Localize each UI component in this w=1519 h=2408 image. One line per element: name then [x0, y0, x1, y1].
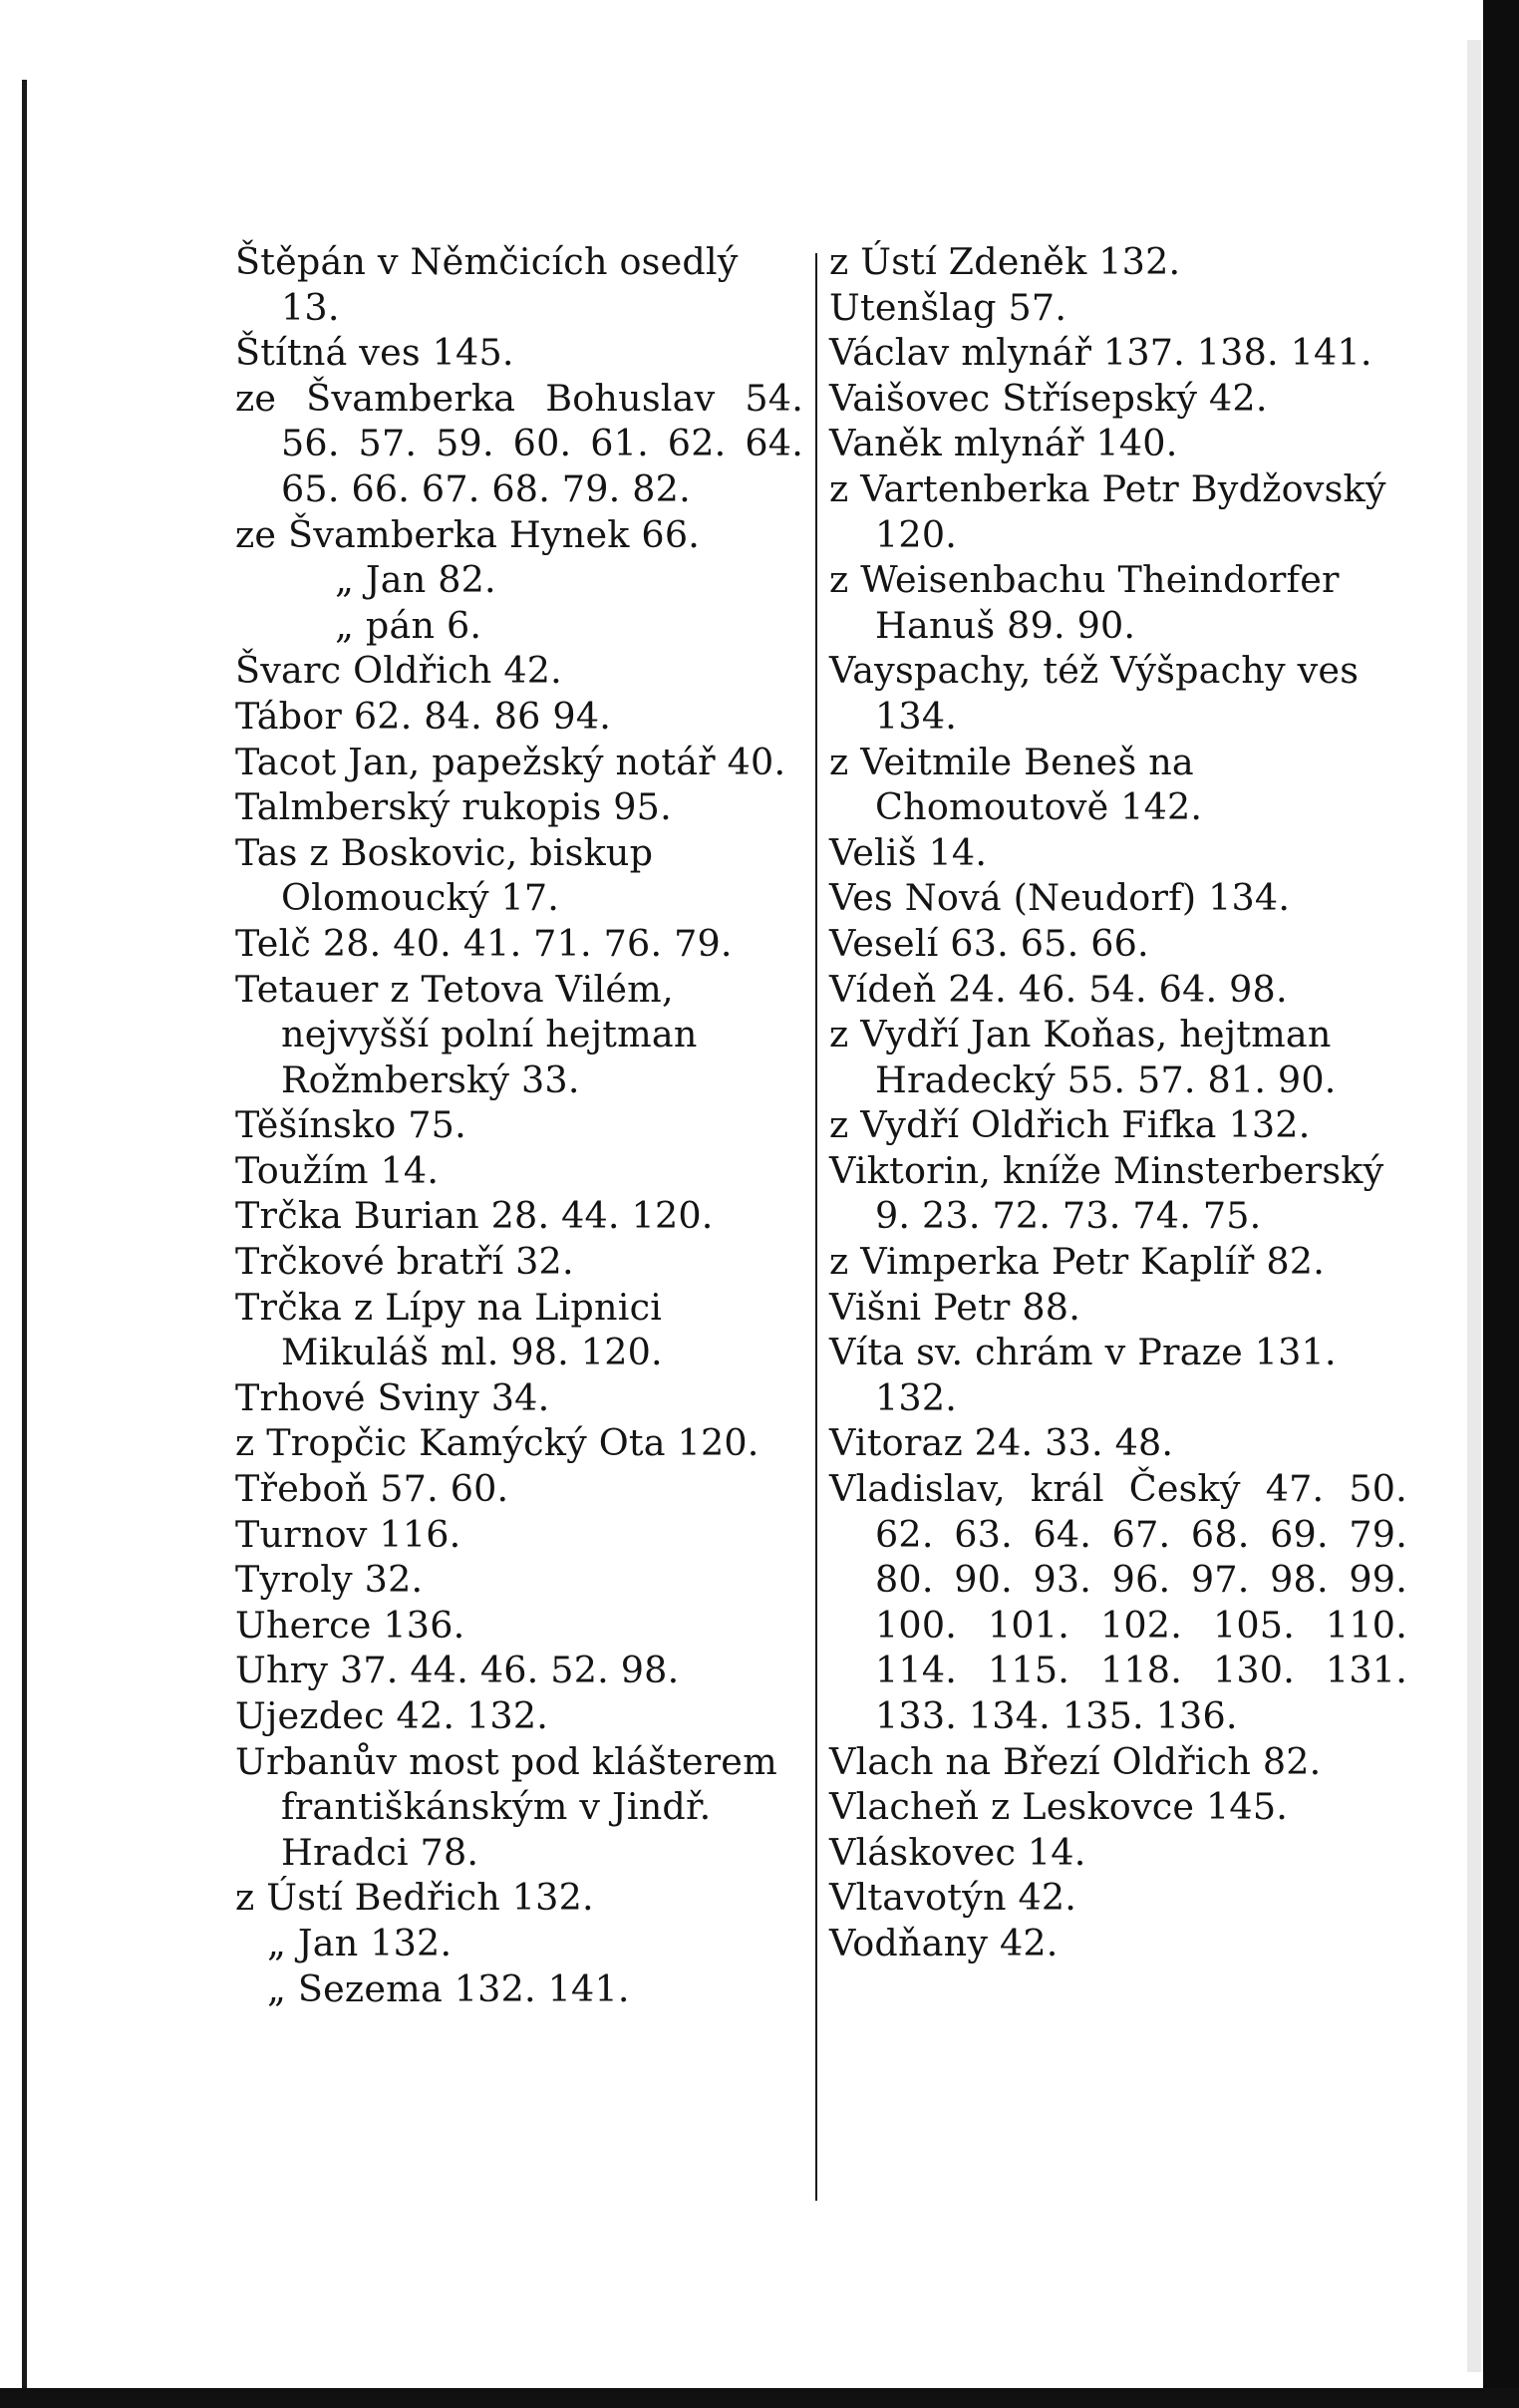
column-divider: [815, 253, 817, 2201]
index-entry: Švarc Oldřich 42.: [235, 649, 562, 693]
index-entry: Višni Petr 88.: [829, 1285, 1080, 1329]
index-entry: Tábor 62. 84. 86 94.: [235, 694, 612, 738]
index-entry: Urbanův most pod klášterem františkánským v Jindř. Hradci 78.: [235, 1739, 777, 1874]
index-entry: „ Jan 132.: [267, 1921, 453, 1964]
index-entry: Vitoraz 24. 33. 48.: [829, 1421, 1174, 1465]
index-entry: Viktorin, kníže Minsterberský 9. 23. 72. 73. 74. 75.: [829, 1148, 1384, 1238]
index-entry: ze Švamberka Bohuslav 54. 56. 57. 59. 60. 61. 62. 64. 65. 66. 67. 68. 79. 82.: [235, 376, 803, 510]
index-entry: Turnov 116.: [235, 1512, 461, 1556]
index-entry: Tyroly 32.: [235, 1558, 424, 1602]
index-entry: Uherce 136.: [235, 1603, 465, 1647]
page-right-gap: [1467, 40, 1481, 2372]
index-entry: Trčkové bratří 32.: [235, 1240, 574, 1284]
index-entry: Vlach na Březí Oldřich 82.: [829, 1739, 1322, 1783]
index-entry: Štěpán v Němčicích osedlý 13.: [235, 240, 739, 329]
index-column-left: [235, 239, 803, 2011]
index-entry: z Vimperka Petr Kaplíř 82.: [829, 1240, 1326, 1284]
page-left-edge: [22, 80, 27, 2392]
index-entry: z Vydří Jan Koňas, hejtman Hradecký 55. 57. 81. 90.: [829, 1013, 1337, 1101]
index-entry: Václav mlynář 137. 138. 141.: [829, 331, 1372, 375]
index-entry: Třeboň 57. 60.: [235, 1467, 509, 1511]
index-entry: Těšínsko 75.: [235, 1103, 466, 1147]
index-entry: Vláskovec 14.: [829, 1830, 1086, 1874]
index-entry: ze Švamberka Hynek 66.: [235, 512, 701, 556]
index-entry: Tacot Jan, papežský notář 40.: [235, 740, 786, 783]
index-entry: Toužím 14.: [235, 1148, 440, 1192]
index-entry: Ves Nová (Neudorf) 134.: [829, 876, 1291, 920]
index-entry: z Ústí Zdeněk 132.: [829, 240, 1181, 283]
index-entry: Talmberský rukopis 95.: [235, 785, 672, 829]
index-entry: z Tropčic Kamýcký Ota 120.: [235, 1421, 760, 1465]
index-entry: Uhry 37. 44. 46. 52. 98.: [235, 1649, 680, 1692]
index-entry: Veselí 63. 65. 66.: [829, 921, 1149, 965]
index-entry: z Ústí Bedřich 132.: [235, 1876, 594, 1920]
index-column-right: [829, 239, 1407, 1966]
index-entry: Vltavotýn 42.: [829, 1876, 1077, 1920]
index-entry: Vladislav, král Český 47. 50. 62. 63. 64. 67. 68. 69. 79. 80. 90. 93. 96. 97. 98. 99. 100. 101. 102. 105. 110. 114. 115. 118. 130. 131. 133. 134. 135. 136.: [829, 1467, 1407, 1737]
index-entry: Veliš 14.: [829, 830, 988, 874]
index-entry: Trčka Burian 28. 44. 120.: [235, 1194, 714, 1238]
index-entry: z Vydří Oldřich Fifka 132.: [829, 1103, 1311, 1147]
index-entry: Trhové Sviny 34.: [235, 1375, 550, 1419]
index-entry: Vídeň 24. 46. 54. 64. 98.: [829, 967, 1288, 1011]
index-entry: Vaišovec Střísepský 42.: [829, 376, 1268, 420]
index-entry: Vayspachy, též Výšpachy ves 134.: [829, 649, 1360, 738]
index-entry: Vaněk mlynář 140.: [829, 422, 1178, 465]
index-entry: Telč 28. 40. 41. 71. 76. 79.: [235, 921, 733, 965]
index-entry: Štítná ves 145.: [235, 331, 514, 375]
index-entry: „ pán 6.: [335, 603, 482, 647]
index-entry: „ Jan 82.: [335, 558, 496, 602]
page-bottom-edge: [0, 2388, 1519, 2408]
index-entry: Trčka z Lípy na Lipnici Mikuláš ml. 98. 120.: [235, 1285, 663, 1374]
index-entry: Víta sv. chrám v Praze 131. 132.: [829, 1331, 1337, 1419]
index-entry: z Weisenbachu Theindorfer Hanuš 89. 90.: [829, 558, 1340, 647]
page-right-edge: [1483, 0, 1519, 2408]
index-entry: Vodňany 42.: [829, 1921, 1059, 1964]
index-entry: Ujezdec 42. 132.: [235, 1694, 549, 1737]
index-entry: z Veitmile Beneš na Chomoutově 142.: [829, 740, 1203, 829]
index-entry: Vlacheň z Leskovce 145.: [829, 1785, 1289, 1829]
index-entry: z Vartenberka Petr Bydžovský 120.: [829, 466, 1386, 556]
index-entry: Utenšlag 57.: [829, 285, 1067, 329]
index-entry: Tetauer z Tetova Vilém, nejvyšší polní hejtman Rožmberský 33.: [235, 967, 698, 1101]
index-entry: „ Sezema 132. 141.: [267, 1966, 630, 2010]
index-entry: Tas z Boskovic, biskup Olomoucký 17.: [235, 830, 654, 920]
